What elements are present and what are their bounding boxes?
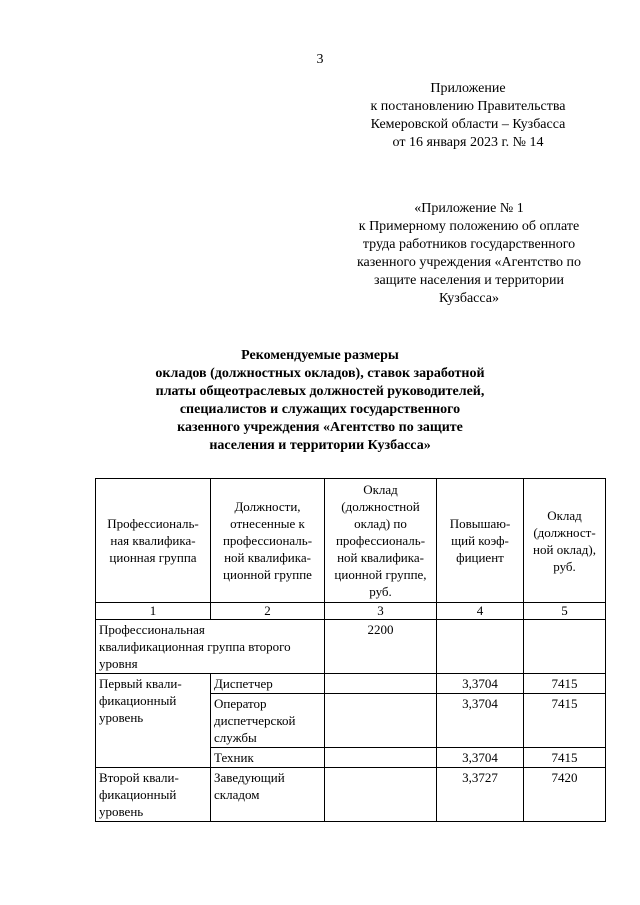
- header-line: отнесенные к: [230, 516, 305, 531]
- position-name: [211, 674, 325, 694]
- cell-line: квалификационная группа второго: [99, 639, 291, 654]
- header-line: ционной группе,: [334, 567, 427, 582]
- appendix-line: от 16 января 2023 г. № 14: [392, 135, 544, 150]
- header-line: ной оклад),: [533, 541, 596, 557]
- document-title: [120, 347, 520, 455]
- cell-line: службы: [214, 730, 257, 745]
- salary-value: 7420: [524, 768, 606, 822]
- column-number: 2: [211, 603, 325, 620]
- header-line: Профессиональ-: [107, 516, 199, 531]
- cell-line: фикационный: [99, 787, 177, 802]
- header-line: (должност-: [533, 524, 596, 540]
- coefficient-value: 3,3704: [437, 694, 524, 748]
- header-line: фициент: [456, 550, 504, 565]
- salary-table: [95, 478, 606, 822]
- column-number: 5: [524, 603, 606, 620]
- header-positions: [211, 479, 325, 603]
- cell-line: складом: [214, 787, 260, 802]
- position-name: [211, 748, 325, 768]
- column-number: 1: [96, 603, 211, 620]
- salary-value: 7415: [524, 674, 606, 694]
- cell-line: Оператор: [214, 696, 267, 711]
- coefficient-value: [437, 620, 524, 674]
- table-header-row: [96, 479, 606, 603]
- appendix-line: к Примерному положению об оплате: [358, 219, 580, 234]
- header-line: ной квалифика-: [337, 550, 424, 565]
- cell-line: Техник: [214, 750, 254, 765]
- appendix-line: казенного учреждения «Агентство по: [356, 255, 582, 270]
- appendix-line: Кузбасса»: [439, 291, 499, 306]
- appendix-line: к постановлению Правительства: [370, 99, 566, 114]
- title-line: населения и территории Кузбасса»: [209, 438, 431, 453]
- column-number: 4: [437, 603, 524, 620]
- position-name: [211, 768, 325, 822]
- appendix-line: Кемеровской области – Кузбасса: [370, 117, 566, 132]
- column-number-row: [96, 603, 606, 620]
- header-line: ционной группе: [223, 567, 312, 582]
- base-salary-value: [325, 694, 437, 748]
- appendix-line: «Приложение № 1: [414, 201, 524, 216]
- salary-value: [524, 620, 606, 674]
- table-row: [96, 768, 606, 822]
- title-line: Рекомендуемые размеры: [241, 348, 399, 363]
- column-number: 3: [325, 603, 437, 620]
- header-line: ная квалифика-: [110, 533, 196, 548]
- header-base-salary: [325, 479, 437, 603]
- cell-line: Первый квали-: [99, 676, 182, 691]
- base-salary-value: [325, 748, 437, 768]
- header-line: руб.: [369, 584, 392, 599]
- title-line: специалистов и служащих государственного: [179, 402, 461, 417]
- cell-line: уровня: [99, 656, 138, 671]
- cell-line: Профессиональная: [99, 622, 205, 637]
- header-line: Повышаю-: [449, 516, 511, 531]
- header-line: оклад) по: [354, 516, 407, 531]
- cell-line: Диспетчер: [214, 676, 273, 691]
- title-line: казенного учреждения «Агентство по защите: [177, 420, 463, 435]
- cell-line: уровень: [99, 804, 144, 819]
- header-line: профессиональ-: [335, 533, 426, 548]
- header-coefficient: [437, 479, 524, 603]
- header-salary: [524, 479, 606, 603]
- header-line: щий коэф-: [451, 533, 509, 548]
- header-line: Должности,: [234, 499, 301, 514]
- coefficient-value: 3,3727: [437, 768, 524, 822]
- title-line: платы общеотраслевых должностей руководителей,: [155, 384, 485, 399]
- header-line: руб.: [553, 558, 576, 574]
- cell-line: Второй квали-: [99, 770, 179, 785]
- appendix-line: труда работников государственного: [362, 237, 576, 252]
- coefficient-value: 3,3704: [437, 748, 524, 768]
- salary-value: 7415: [524, 748, 606, 768]
- appendix-pay-regulation: [339, 200, 599, 308]
- header-line: ной квалифика-: [224, 550, 311, 565]
- header-line: профессиональ-: [222, 533, 313, 548]
- header-line: Оклад: [363, 482, 398, 497]
- header-line: ционная группа: [109, 550, 197, 565]
- header-line: Оклад: [547, 507, 582, 523]
- coefficient-value: 3,3704: [437, 674, 524, 694]
- header-line: (должностной: [341, 499, 420, 514]
- title-line: окладов (должностных окладов), ставок заработной: [155, 366, 485, 381]
- table-row: [96, 674, 606, 694]
- appendix-line: защите населения и территории: [373, 273, 564, 288]
- page-number: 3: [316, 52, 324, 67]
- qualification-group-label: [96, 620, 325, 674]
- level-label: [96, 674, 211, 768]
- base-salary-value: [325, 768, 437, 822]
- base-salary-value: 2200: [325, 620, 437, 674]
- table-row: [96, 620, 606, 674]
- position-name: [211, 694, 325, 748]
- level-label: [96, 768, 211, 822]
- salary-value: 7415: [524, 694, 606, 748]
- cell-line: диспетчерской: [214, 713, 296, 728]
- base-salary-value: [325, 674, 437, 694]
- cell-line: фикационный: [99, 693, 177, 708]
- appendix-line: Приложение: [430, 81, 506, 96]
- cell-line: уровень: [99, 710, 144, 725]
- cell-line: Заведующий: [214, 770, 285, 785]
- appendix-government-decree: [338, 80, 598, 152]
- header-group: [96, 479, 211, 603]
